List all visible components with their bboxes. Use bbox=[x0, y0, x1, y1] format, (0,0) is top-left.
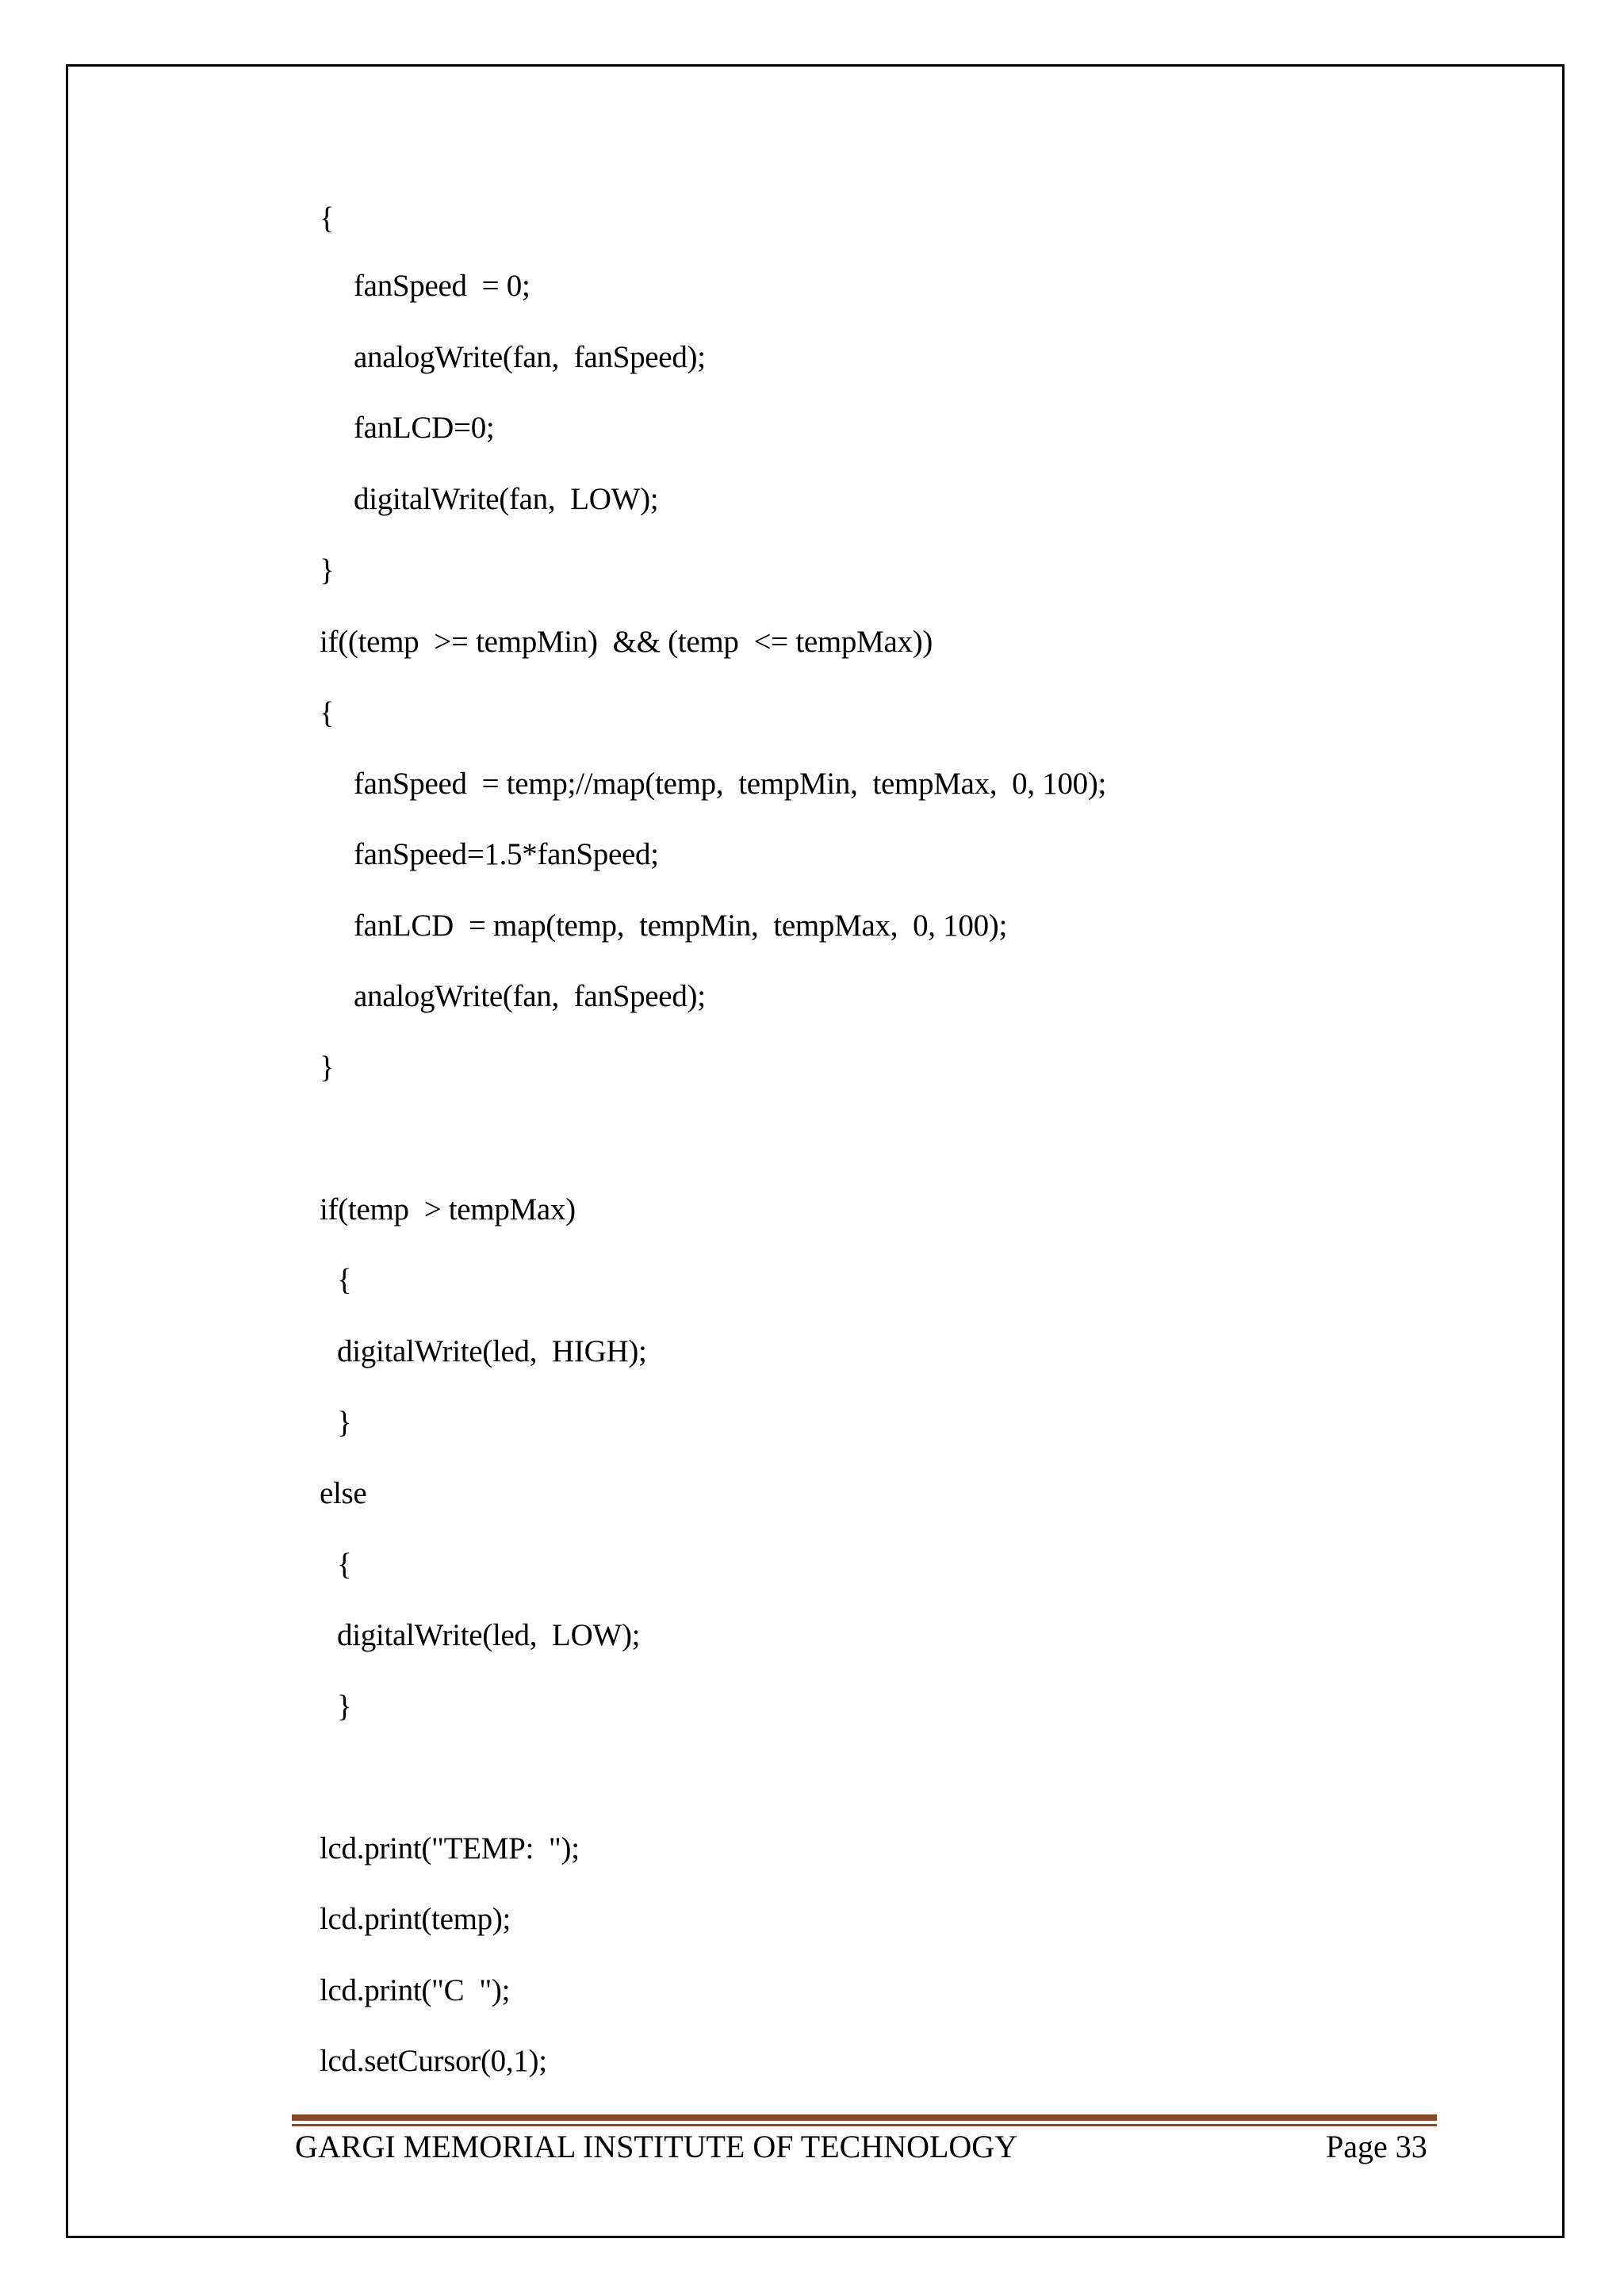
code-line: digitalWrite(led, HIGH); bbox=[337, 1334, 647, 1368]
code-line: lcd.setCursor(0,1); bbox=[320, 2044, 547, 2078]
code-line: fanLCD = map(temp, tempMin, tempMax, 0, 100); bbox=[354, 909, 1007, 943]
code-line: analogWrite(fan, fanSpeed); bbox=[354, 340, 706, 374]
code-line: fanLCD=0; bbox=[354, 411, 495, 445]
footer-page-number: Page 33 bbox=[1326, 2129, 1427, 2164]
footer-rule-secondary bbox=[292, 2124, 1437, 2126]
code-line: analogWrite(fan, fanSpeed); bbox=[354, 979, 706, 1013]
code-line: { bbox=[337, 1548, 352, 1582]
footer-institute-name: GARGI MEMORIAL INSTITUTE OF TECHNOLOGY bbox=[295, 2129, 1018, 2164]
code-line: digitalWrite(led, LOW); bbox=[337, 1618, 641, 1652]
footer-rule bbox=[292, 2114, 1437, 2121]
code-line: } bbox=[337, 1406, 352, 1440]
code-line: { bbox=[337, 1263, 352, 1297]
code-line: if(temp > tempMax) bbox=[320, 1192, 576, 1226]
code-line: fanSpeed=1.5*fanSpeed; bbox=[354, 837, 659, 871]
code-line: digitalWrite(fan, LOW); bbox=[354, 482, 659, 516]
code-line: { bbox=[320, 201, 335, 235]
code-line: } bbox=[320, 1050, 335, 1085]
code-line: fanSpeed = temp;//map(temp, tempMin, tempMax, 0, 100); bbox=[354, 767, 1107, 801]
code-line: } bbox=[320, 553, 335, 587]
code-line: lcd.print("C "); bbox=[320, 1973, 511, 2007]
code-line: lcd.print("TEMP: "); bbox=[320, 1831, 580, 1866]
code-line: { bbox=[320, 696, 335, 730]
code-line: else bbox=[320, 1476, 367, 1510]
code-line: if((temp >= tempMin) && (temp <= tempMax)) bbox=[320, 625, 933, 659]
code-line: fanSpeed = 0; bbox=[354, 269, 530, 303]
page-border bbox=[66, 64, 1565, 2238]
code-line: } bbox=[337, 1689, 352, 1724]
code-line: lcd.print(temp); bbox=[320, 1902, 511, 1936]
